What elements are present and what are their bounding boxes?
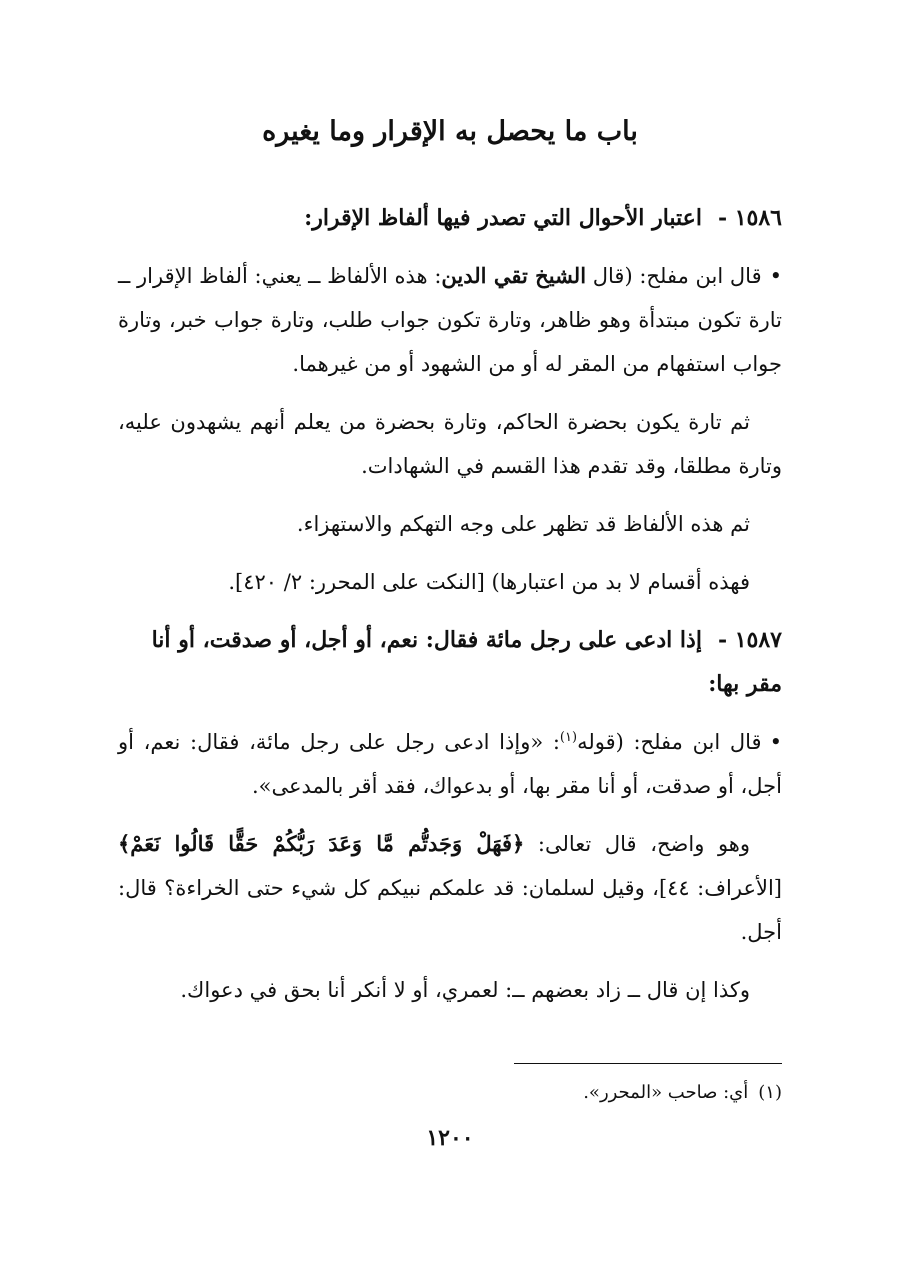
chapter-title: باب ما يحصل به الإقرار وما يغيره xyxy=(262,116,638,147)
paragraph-lead: قال ابن مفلح: (قال xyxy=(586,264,762,288)
paragraph: وكذا إن قال ــ زاد بعضهم ــ: لعمري، أو لا أنكر أنا بحق في دعواك. xyxy=(180,978,750,1002)
paragraph-text: : هذه الألفاظ ــ يعني: ألفاظ الإقرار ــ تارة تكون مبتدأة وهو ظاهر، وتارة تكون جواب طلب، وتارة جواب خبر، وتارة جواب استفهام من المقر له أو من الشهود أو من غيرهما. xyxy=(118,264,782,376)
footnote-mark: (١) xyxy=(758,1082,782,1103)
footnote-divider xyxy=(514,1063,782,1064)
paragraph: ثم هذه الألفاظ قد تظهر على وجه التهكم والاستهزاء. xyxy=(296,512,750,536)
bullet-icon: • xyxy=(769,264,782,288)
section-number: ١٥٨٧ - xyxy=(717,627,782,653)
bullet-icon: • xyxy=(769,730,782,754)
paragraph: ثم تارة يكون بحضرة الحاكم، وتارة بحضرة من يعلم أنهم يشهدون عليه، وتارة مطلقا، وقد تقدم هذا القسم في الشهادات. xyxy=(118,410,782,478)
footnote-text: أي: صاحب «المحرر». xyxy=(583,1082,749,1103)
section-number: ١٥٨٦ - xyxy=(717,205,782,231)
footnote-reference[interactable]: (١) xyxy=(559,730,578,745)
paragraph xyxy=(118,822,782,954)
paragraph: فهذه أقسام لا بد من اعتبارها) [النكت على المحرر: ٢/ ٤٢٠]. xyxy=(228,570,750,594)
paragraph-text: [الأعراف: ٤٤]، وقيل لسلمان: قد علمكم نبيكم كل شيء حتى الخراءة؟ قال: أجل. xyxy=(118,876,782,944)
scholar-name: الشيخ تقي الدين xyxy=(441,263,587,288)
footnote xyxy=(118,1078,782,1108)
paragraph xyxy=(118,254,782,386)
section-heading-text: اعتبار الأحوال التي تصدر فيها ألفاظ الإقرار: xyxy=(304,205,702,231)
paragraph xyxy=(118,720,782,808)
paragraph-text: : «وإذا ادعى رجل على رجل مائة، فقال: نعم، أو أجل، أو صدقت، أو أنا مقر بها، أو بدعواك، فقد أقر بالمدعى». xyxy=(118,730,782,798)
section-heading-text: إذا ادعى على رجل مائة فقال: نعم، أو أجل، أو صدقت، أو أنا مقر بها: xyxy=(151,627,782,697)
paragraph-lead: وهو واضح، قال تعالى: xyxy=(524,832,751,856)
section-heading-1586 xyxy=(118,196,782,240)
body-text xyxy=(118,196,782,1026)
page-number: ١٢٠٠ xyxy=(426,1125,474,1151)
section-heading-1587 xyxy=(118,618,782,706)
paragraph-lead: قال ابن مفلح: (قوله xyxy=(577,730,762,754)
quran-verse: ﴿فَهَلْ وَجَدتُّم مَّا وَعَدَ رَبُّكُمْ حَقًّا قَالُوا نَعَمْ﴾ xyxy=(118,831,525,856)
